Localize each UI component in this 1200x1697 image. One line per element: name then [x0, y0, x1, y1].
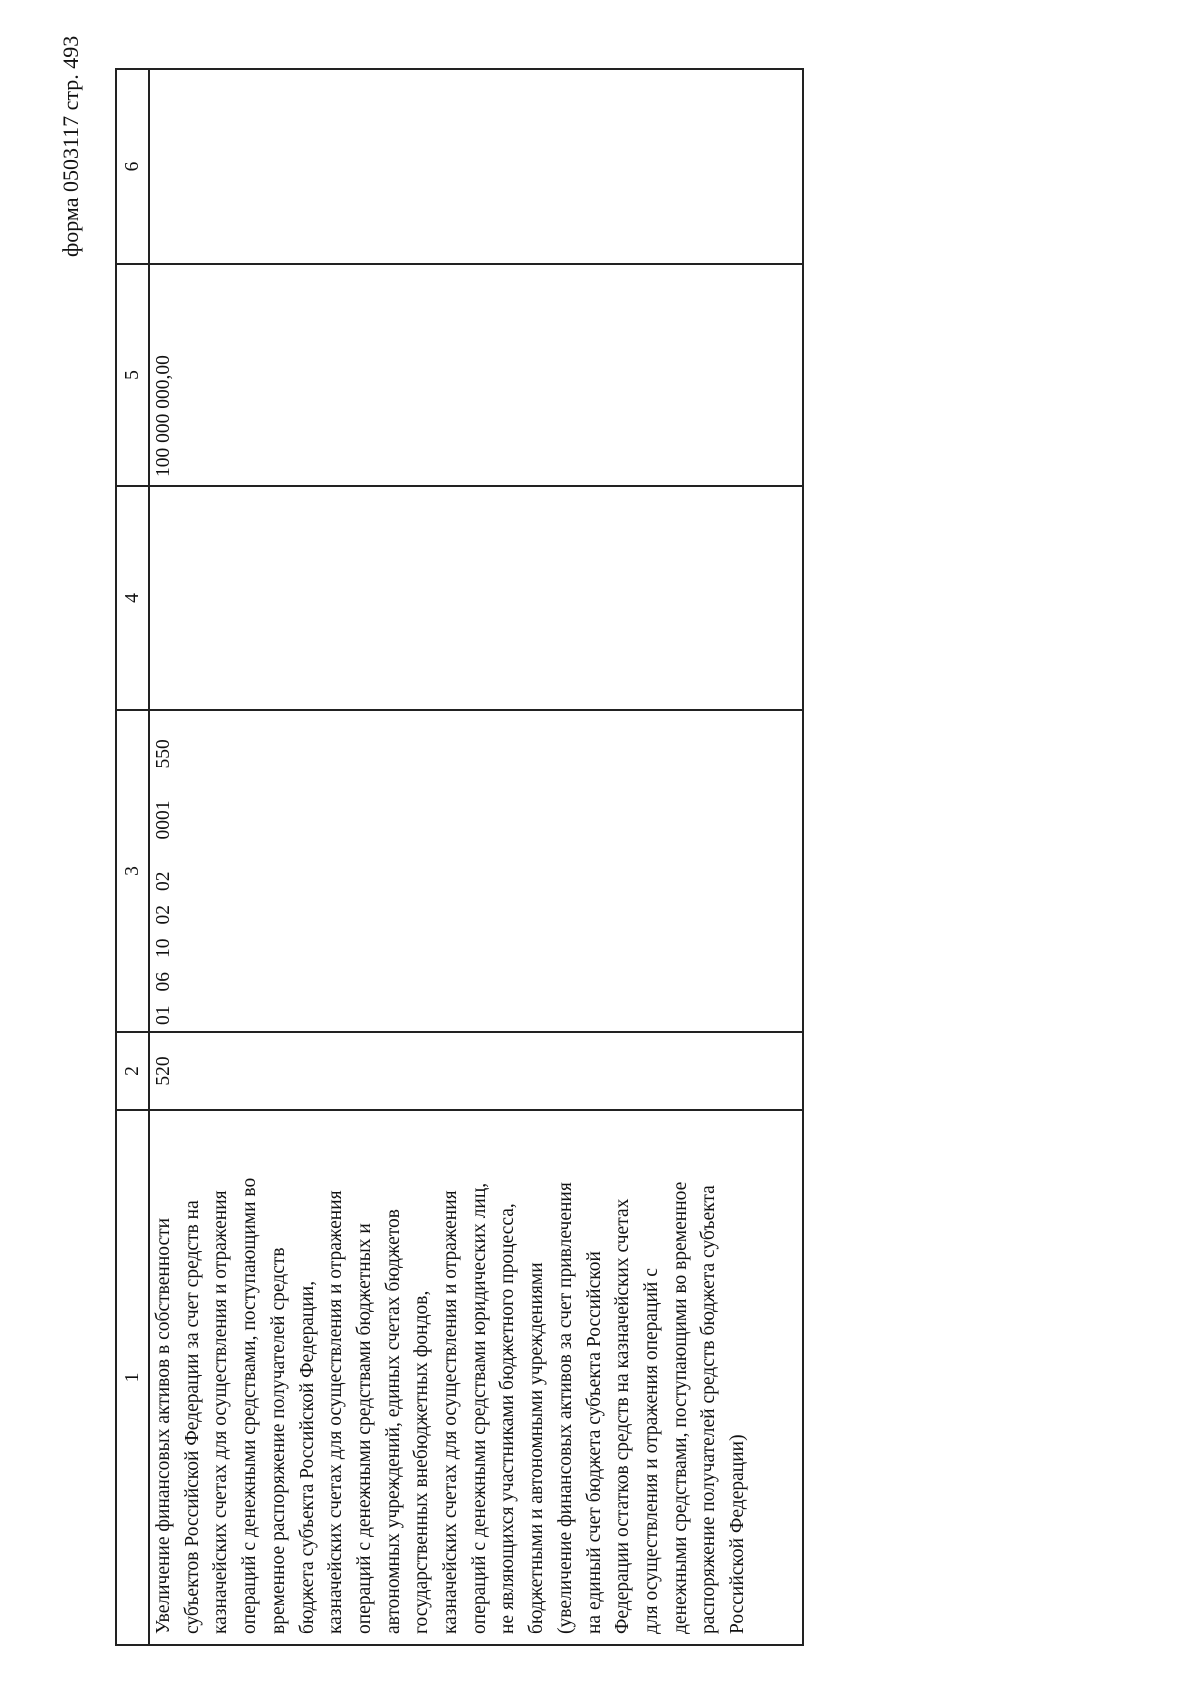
description-line: бюджетными и автономными учреждениями [526, 1262, 548, 1634]
description-line: субъектов Российской Федерации за счет средств на [181, 1200, 203, 1634]
description-line: государственных внебюджетных фондов, [411, 1290, 433, 1634]
description-line: (увеличение финансовых активов за счет привлечения [554, 1182, 576, 1634]
description-line: временное распоряжение получателей средств [267, 1247, 289, 1634]
description-line: казначейских счетах для осуществления и отражения [440, 1190, 462, 1634]
description-line: распоряжение получателей средств бюджета субъекта [698, 1185, 720, 1634]
budget-code-segment: 02 [153, 871, 174, 891]
line-code-cell: 520 [149, 1032, 803, 1110]
column-header-1: 1 [116, 1110, 149, 1645]
description-line: операций с денежными средствами бюджетных и [353, 1223, 375, 1634]
description-line: автономных учреждений, единых счетах бюджетов [382, 1209, 404, 1634]
description-line: казначейских счетах для осуществления и отражения [210, 1190, 232, 1634]
description-line: на единый счет бюджета субъекта Российской [583, 1251, 605, 1634]
budget-code-segment: 0001 [153, 800, 174, 840]
column-header-4: 4 [116, 486, 149, 710]
description-cell [149, 1110, 803, 1645]
column-number-row [116, 69, 149, 1645]
column-4-cell [149, 486, 803, 710]
budget-code-segment: 550 [153, 739, 174, 769]
budget-code-segment: 06 [153, 972, 174, 992]
table-row [149, 69, 803, 1645]
column-header-6: 6 [116, 69, 149, 264]
column-header-2: 2 [116, 1032, 149, 1110]
budget-code-segment: 10 [153, 938, 174, 958]
description-line: не являющихся участниками бюджетного процесса, [497, 1203, 519, 1634]
budget-code-segment: 01 [153, 1005, 174, 1025]
form-reference: форма 0503117 стр. 493 [58, 35, 83, 257]
description-line: Федерации остатков средств на казначейских счетах [612, 1198, 634, 1634]
description-line: Увеличение финансовых активов в собственности [153, 1217, 174, 1634]
description-line: денежными средствами, поступающими во временное [669, 1181, 691, 1634]
column-header-3: 3 [116, 710, 149, 1032]
column-6-cell [149, 69, 803, 264]
description-line: для осуществления и отражения операций с [640, 1268, 662, 1634]
report-table [115, 68, 804, 1646]
description-line: операций с денежными средствами, поступающими во [239, 1177, 261, 1634]
column-header-5: 5 [116, 264, 149, 486]
description-line: бюджета субъекта Российской Федерации, [296, 1280, 318, 1634]
budget-code-segment: 02 [153, 905, 174, 925]
description-line: казначейских счетах для осуществления и отражения [325, 1190, 347, 1634]
amount-cell: 100 000 000,00 [149, 264, 803, 486]
description-line: Российской Федерации) [727, 1434, 749, 1634]
description-line: операций с денежными средствами юридических лиц, [468, 1182, 490, 1634]
budget-code-cell [149, 710, 803, 1032]
